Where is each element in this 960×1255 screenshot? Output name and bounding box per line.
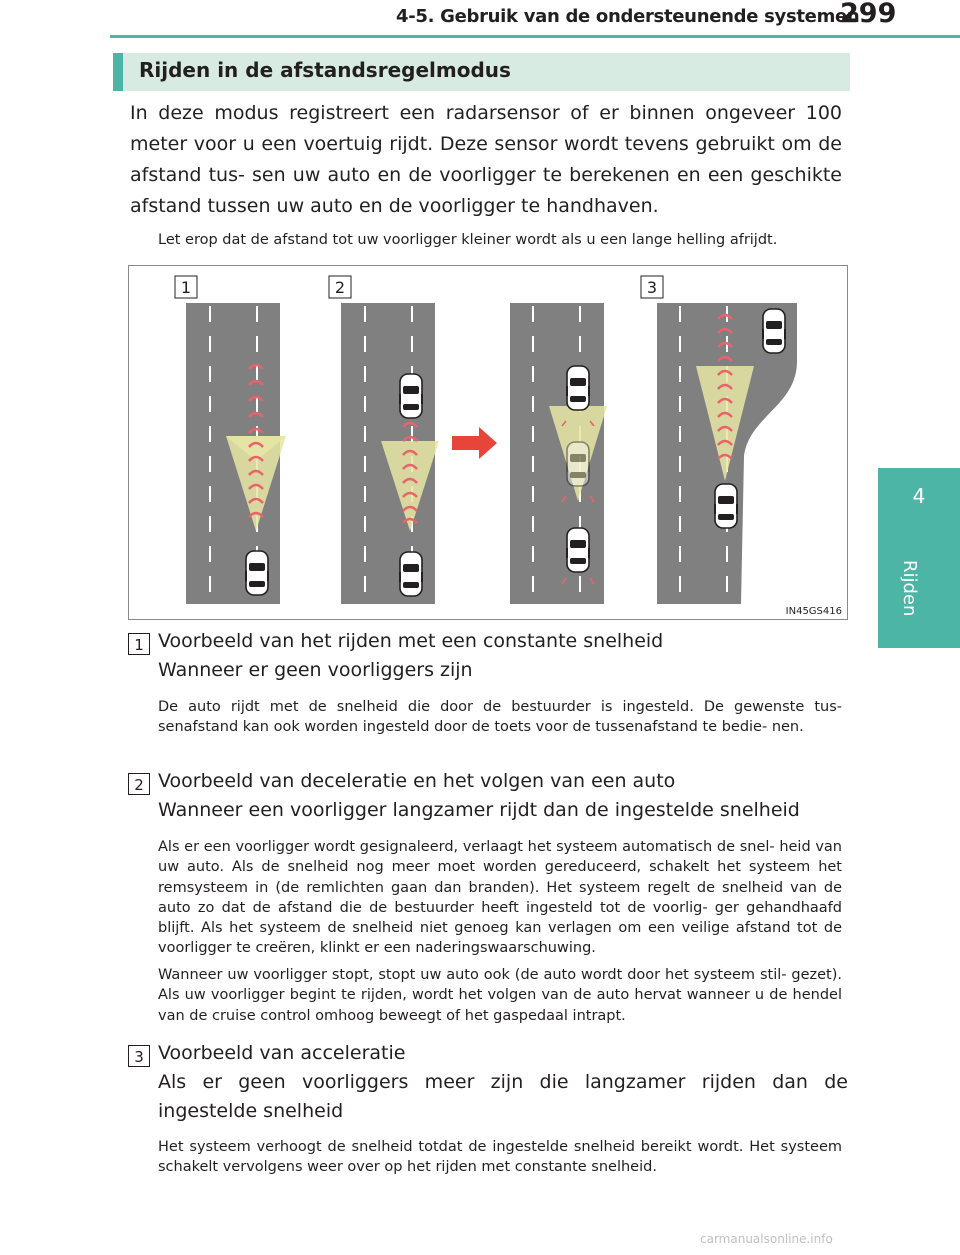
figure-label-1 [175,276,197,298]
own-car-2 [400,552,422,596]
illustration-svg [129,266,849,621]
chapter-number: 4 [912,484,926,508]
road-4 [657,303,797,604]
figure-code: IN45GS416 [785,606,842,617]
figure-label-1-text: 1 [180,278,192,297]
lead-car-3 [567,366,589,410]
item-2-title [158,767,848,825]
illustration-figure [128,265,848,620]
item-3-title-line1: Voorbeeld van acceleratie [158,1042,406,1064]
figure-label-3-text: 3 [646,278,658,297]
item-2-number: 2 [128,773,150,795]
item-2-description-2: Wanneer uw voorligger stopt, stopt uw auto ook (de auto wordt door het systeem stil- gezet). Als uw voorligger begint te rijden, wordt het volgen van de auto hervat wanneer u de hendel van de cruise control omhoog beweegt of het gaspedaal intrapt. [158,967,842,1024]
item-3-title [158,1039,848,1126]
own-car-1 [246,551,268,595]
note-text: Let erop dat de afstand tot uw voorligger kleiner wordt als u een lange helling afrijdt. [158,232,778,248]
item-1-title-line2: Wanneer er geen voorliggers zijn [158,659,473,681]
section-title-bar [113,53,850,91]
section-title: Rijden in de afstandsregelmodus [139,58,511,82]
page-number: 299 [840,0,897,29]
other-car-4 [763,309,785,353]
figure-label-2-text: 2 [334,278,346,297]
item-1-description: De auto rijdt met de snelheid die door de bestuurder is ingesteld. De gewenste tus- senafstand kan ook worden ingesteld door de toets voor de tussenafstand te bedie- nen. [158,699,842,736]
item-3-title-line2: Als er geen voorliggers meer zijn die langzamer rijden dan de ingestelde snelheid [158,1071,848,1122]
chapter-label: Rijden [899,560,920,617]
own-car-4 [715,484,737,528]
item-3-description: Het systeem verhoogt de snelheid totdat de ingestelde snelheid bereikt wordt. Het systeem schakelt vervolgens weer over op het rijden met constante snelheid. [158,1139,842,1176]
header-rule [110,35,960,38]
item-3-number: 3 [128,1045,150,1067]
figure-label-3 [641,276,663,298]
item-1-title-line1: Voorbeeld van het rijden met een constante snelheid [158,630,664,652]
item-2-title-line2: Wanneer een voorligger langzamer rijdt dan de ingestelde snelheid [158,799,800,821]
own-car-3 [567,528,589,572]
item-2-description: Als er een voorligger wordt gesignaleerd, verlaagt het systeem automatisch de snel- heid van uw auto. Als de snelheid nog meer moet worden gereduceerd, schakelt het systeem het remsysteem in (de remlichten gaan dan branden). Het systeem regelt de snelheid van de auto zo dat de afstand die de bestuurder heeft ingesteld tot de voorlig- ger gehandhaafd blijft. Als het systeem de snelheid niet genoeg kan verlagen om een veilige afstand tot de voorligger te creëren, klinkt er een naderingswaarschuwing. [158,839,842,957]
lead-car-2 [400,374,422,418]
road-3 [510,303,607,604]
figure-label-2 [329,276,351,298]
item-2-title-line1: Voorbeeld van deceleratie en het volgen van een auto [158,770,676,792]
item-1-number: 1 [128,633,150,655]
footer-watermark: carmanualsonline.info [700,1232,833,1246]
own-car-3-ghost [567,442,589,486]
item-1-title [158,627,848,685]
road-1 [186,303,286,604]
running-header: 4-5. Gebruik van de ondersteunende systemen [396,6,860,27]
road-2 [341,303,439,604]
transition-arrow [452,427,497,459]
intro-paragraph: In deze modus registreert een radarsensor of er binnen ongeveer 100 meter voor u een voertuig rijdt. Deze sensor wordt tevens gebruikt om de afstand tus- sen uw auto en de voorligger te berekenen en een geschikte afstand tussen uw auto en de voorligger te handhaven. [130,102,842,217]
